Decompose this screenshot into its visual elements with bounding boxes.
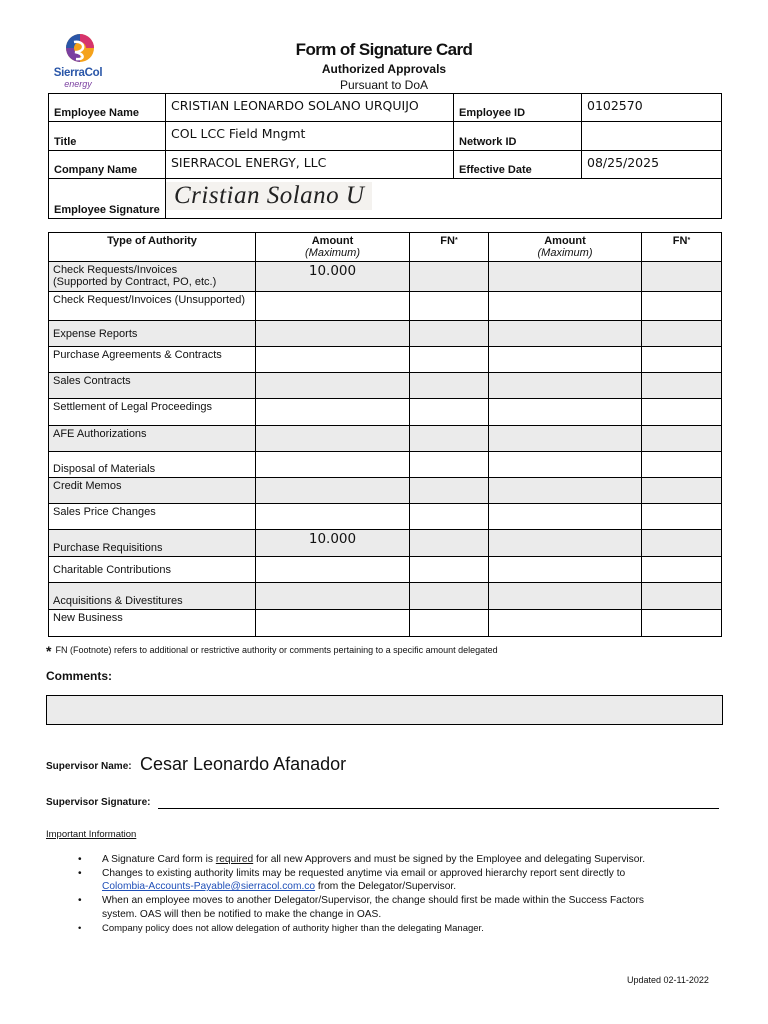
authority-type: Acquisitions & Divestitures bbox=[49, 583, 256, 610]
logo-name: SierraCol bbox=[53, 67, 103, 79]
amount-cell[interactable] bbox=[489, 347, 642, 373]
fn-cell[interactable] bbox=[642, 530, 722, 557]
title-field[interactable]: COL LCC Field Mngmt bbox=[166, 122, 454, 151]
amount-cell[interactable]: 10.000 bbox=[256, 262, 410, 292]
authority-type: New Business bbox=[49, 610, 256, 637]
amount-cell[interactable] bbox=[489, 610, 642, 637]
authority-type: Sales Price Changes bbox=[49, 504, 256, 530]
fn-cell[interactable] bbox=[642, 610, 722, 637]
fn-cell[interactable] bbox=[410, 262, 489, 292]
authority-type: Charitable Contributions bbox=[49, 557, 256, 583]
authority-type: AFE Authorizations bbox=[49, 426, 256, 452]
supervisor-name-field[interactable]: Cesar Leonardo Afanador bbox=[140, 754, 347, 774]
table-row bbox=[49, 292, 722, 321]
amount-cell[interactable]: 10.000 bbox=[256, 530, 410, 557]
amount-cell[interactable] bbox=[489, 399, 642, 426]
updated-date: Updated 02-11-2022 bbox=[627, 975, 709, 985]
accounts-payable-email-link[interactable]: Colombia-Accounts-Payable@sierracol.com.co bbox=[102, 881, 316, 893]
important-info-list bbox=[78, 853, 668, 935]
amount-cell[interactable] bbox=[256, 583, 410, 610]
fn-cell[interactable] bbox=[642, 399, 722, 426]
fn-cell[interactable] bbox=[642, 452, 722, 478]
table-row bbox=[49, 321, 722, 347]
authority-type: Purchase Requisitions bbox=[49, 530, 256, 557]
table-row bbox=[49, 426, 722, 452]
employee-info-table bbox=[48, 93, 722, 219]
amount-cell[interactable] bbox=[489, 321, 642, 347]
network-id-field[interactable] bbox=[582, 122, 722, 151]
table-row bbox=[49, 610, 722, 637]
list-item: • Changes to existing authority limits may be requested anytime via email or approved hierarchy report sent directly to Colombia-Accounts-Payable@sierracol.com.co from the Delegator/Supervisor. bbox=[78, 867, 626, 893]
comments-label: Comments: bbox=[46, 669, 113, 683]
amount-header-1: Amount (Maximum) bbox=[256, 233, 410, 262]
list-item: • A Signature Card form is required for all new Approvers and must be signed by the Employee and delegating Supervisor. bbox=[78, 854, 646, 865]
fn-cell[interactable] bbox=[410, 399, 489, 426]
amount-cell[interactable] bbox=[256, 610, 410, 637]
amount-cell[interactable] bbox=[489, 557, 642, 583]
supervisor-signature-line[interactable] bbox=[158, 808, 719, 809]
company-name-field[interactable]: SIERRACOL ENERGY, LLC bbox=[166, 151, 454, 179]
amount-cell[interactable] bbox=[489, 478, 642, 504]
amount-cell[interactable] bbox=[489, 583, 642, 610]
amount-cell[interactable] bbox=[489, 530, 642, 557]
amount-cell[interactable] bbox=[489, 292, 642, 321]
table-row bbox=[49, 530, 722, 557]
amount-cell[interactable] bbox=[489, 452, 642, 478]
fn-cell[interactable] bbox=[410, 610, 489, 637]
authority-type: Check Request/Invoices (Unsupported) bbox=[49, 292, 256, 321]
supervisor-signature-label: Supervisor Signature: bbox=[46, 797, 151, 808]
fn-cell[interactable] bbox=[410, 321, 489, 347]
table-row bbox=[49, 262, 722, 292]
fn-cell[interactable] bbox=[642, 321, 722, 347]
fn-cell[interactable] bbox=[410, 347, 489, 373]
table-row bbox=[49, 583, 722, 610]
employee-name-field[interactable]: CRISTIAN LEONARDO SOLANO URQUIJO bbox=[166, 94, 454, 122]
list-item: • When an employee moves to another Delegator/Supervisor, the change should first be made within the Success Factors system. OAS will then be notified to make the change in OAS. bbox=[78, 895, 644, 920]
fn-cell[interactable] bbox=[410, 426, 489, 452]
logo-sub: energy bbox=[64, 79, 92, 89]
fn-cell[interactable] bbox=[642, 292, 722, 321]
network-id-label: Network ID bbox=[454, 122, 582, 151]
fn-cell[interactable] bbox=[410, 504, 489, 530]
footnote-mark: * bbox=[46, 643, 52, 659]
amount-cell[interactable] bbox=[256, 292, 410, 321]
employee-id-label: Employee ID bbox=[454, 94, 582, 122]
employee-signature-field[interactable] bbox=[166, 179, 722, 219]
table-row bbox=[49, 373, 722, 399]
amount-cell[interactable] bbox=[489, 262, 642, 292]
table-row bbox=[49, 478, 722, 504]
fn-header-2: FN* bbox=[642, 233, 722, 262]
authority-type: Check Requests/Invoices (Supported by Contract, PO, etc.) bbox=[49, 262, 256, 292]
authority-type: Expense Reports bbox=[49, 321, 256, 347]
title-label: Title bbox=[49, 122, 166, 151]
fn-cell[interactable] bbox=[410, 478, 489, 504]
employee-id-field[interactable]: 0102570 bbox=[582, 94, 722, 122]
amount-cell[interactable] bbox=[256, 426, 410, 452]
authority-type: Sales Contracts bbox=[49, 373, 256, 399]
fn-cell[interactable] bbox=[642, 262, 722, 292]
form-subtitle: Authorized Approvals bbox=[321, 62, 447, 76]
authority-type: Credit Memos bbox=[49, 478, 256, 504]
form-title: Form of Signature Card bbox=[295, 40, 473, 59]
authority-type: Disposal of Materials bbox=[49, 452, 256, 478]
amount-cell[interactable] bbox=[256, 321, 410, 347]
fn-cell[interactable] bbox=[410, 583, 489, 610]
fn-cell[interactable] bbox=[642, 504, 722, 530]
footnote bbox=[46, 643, 498, 659]
fn-cell[interactable] bbox=[642, 426, 722, 452]
authority-table bbox=[48, 232, 722, 637]
form-subtitle-2: Pursuant to DoA bbox=[339, 78, 429, 92]
amount-cell[interactable] bbox=[256, 347, 410, 373]
fn-cell[interactable] bbox=[642, 557, 722, 583]
fn-cell[interactable] bbox=[410, 530, 489, 557]
table-row bbox=[49, 399, 722, 426]
employee-signature-label: Employee Signature bbox=[49, 179, 166, 219]
amount-cell[interactable] bbox=[256, 504, 410, 530]
fn-cell[interactable] bbox=[642, 373, 722, 399]
amount-cell[interactable] bbox=[489, 426, 642, 452]
amount-cell[interactable] bbox=[256, 399, 410, 426]
type-of-authority-header: Type of Authority bbox=[49, 233, 256, 262]
fn-cell[interactable] bbox=[642, 478, 722, 504]
comments-field[interactable] bbox=[46, 695, 723, 725]
effective-date-field[interactable]: 08/25/2025 bbox=[582, 151, 722, 179]
fn-cell[interactable] bbox=[642, 583, 722, 610]
table-row bbox=[49, 347, 722, 373]
supervisor-name-label: Supervisor Name: bbox=[46, 761, 132, 772]
amount-header-2: Amount (Maximum) bbox=[489, 233, 642, 262]
fn-cell[interactable] bbox=[410, 452, 489, 478]
amount-cell[interactable] bbox=[256, 452, 410, 478]
amount-cell[interactable] bbox=[489, 373, 642, 399]
effective-date-label: Effective Date bbox=[454, 151, 582, 179]
fn-header-1: FN* bbox=[410, 233, 489, 262]
authority-type: Settlement of Legal Proceedings bbox=[49, 399, 256, 426]
employee-signature-image: Cristian Solano U bbox=[166, 182, 372, 210]
amount-cell[interactable] bbox=[256, 557, 410, 583]
fn-cell[interactable] bbox=[410, 373, 489, 399]
important-info-heading: Important Information bbox=[46, 829, 137, 840]
employee-name-label: Employee Name bbox=[49, 94, 166, 122]
amount-cell[interactable] bbox=[256, 373, 410, 399]
company-name-label: Company Name bbox=[49, 151, 166, 179]
table-row bbox=[49, 452, 722, 478]
amount-cell[interactable] bbox=[256, 478, 410, 504]
fn-cell[interactable] bbox=[410, 557, 489, 583]
fn-cell[interactable] bbox=[410, 292, 489, 321]
table-row bbox=[49, 557, 722, 583]
table-row bbox=[49, 504, 722, 530]
fn-cell[interactable] bbox=[642, 347, 722, 373]
authority-type: Purchase Agreements & Contracts bbox=[49, 347, 256, 373]
list-item: • Company policy does not allow delegation of authority higher than the delegating Manager. bbox=[78, 922, 484, 934]
amount-cell[interactable] bbox=[489, 504, 642, 530]
footnote-text: FN (Footnote) refers to additional or restrictive authority or comments pertaining to a specific amount delegated bbox=[55, 645, 498, 655]
